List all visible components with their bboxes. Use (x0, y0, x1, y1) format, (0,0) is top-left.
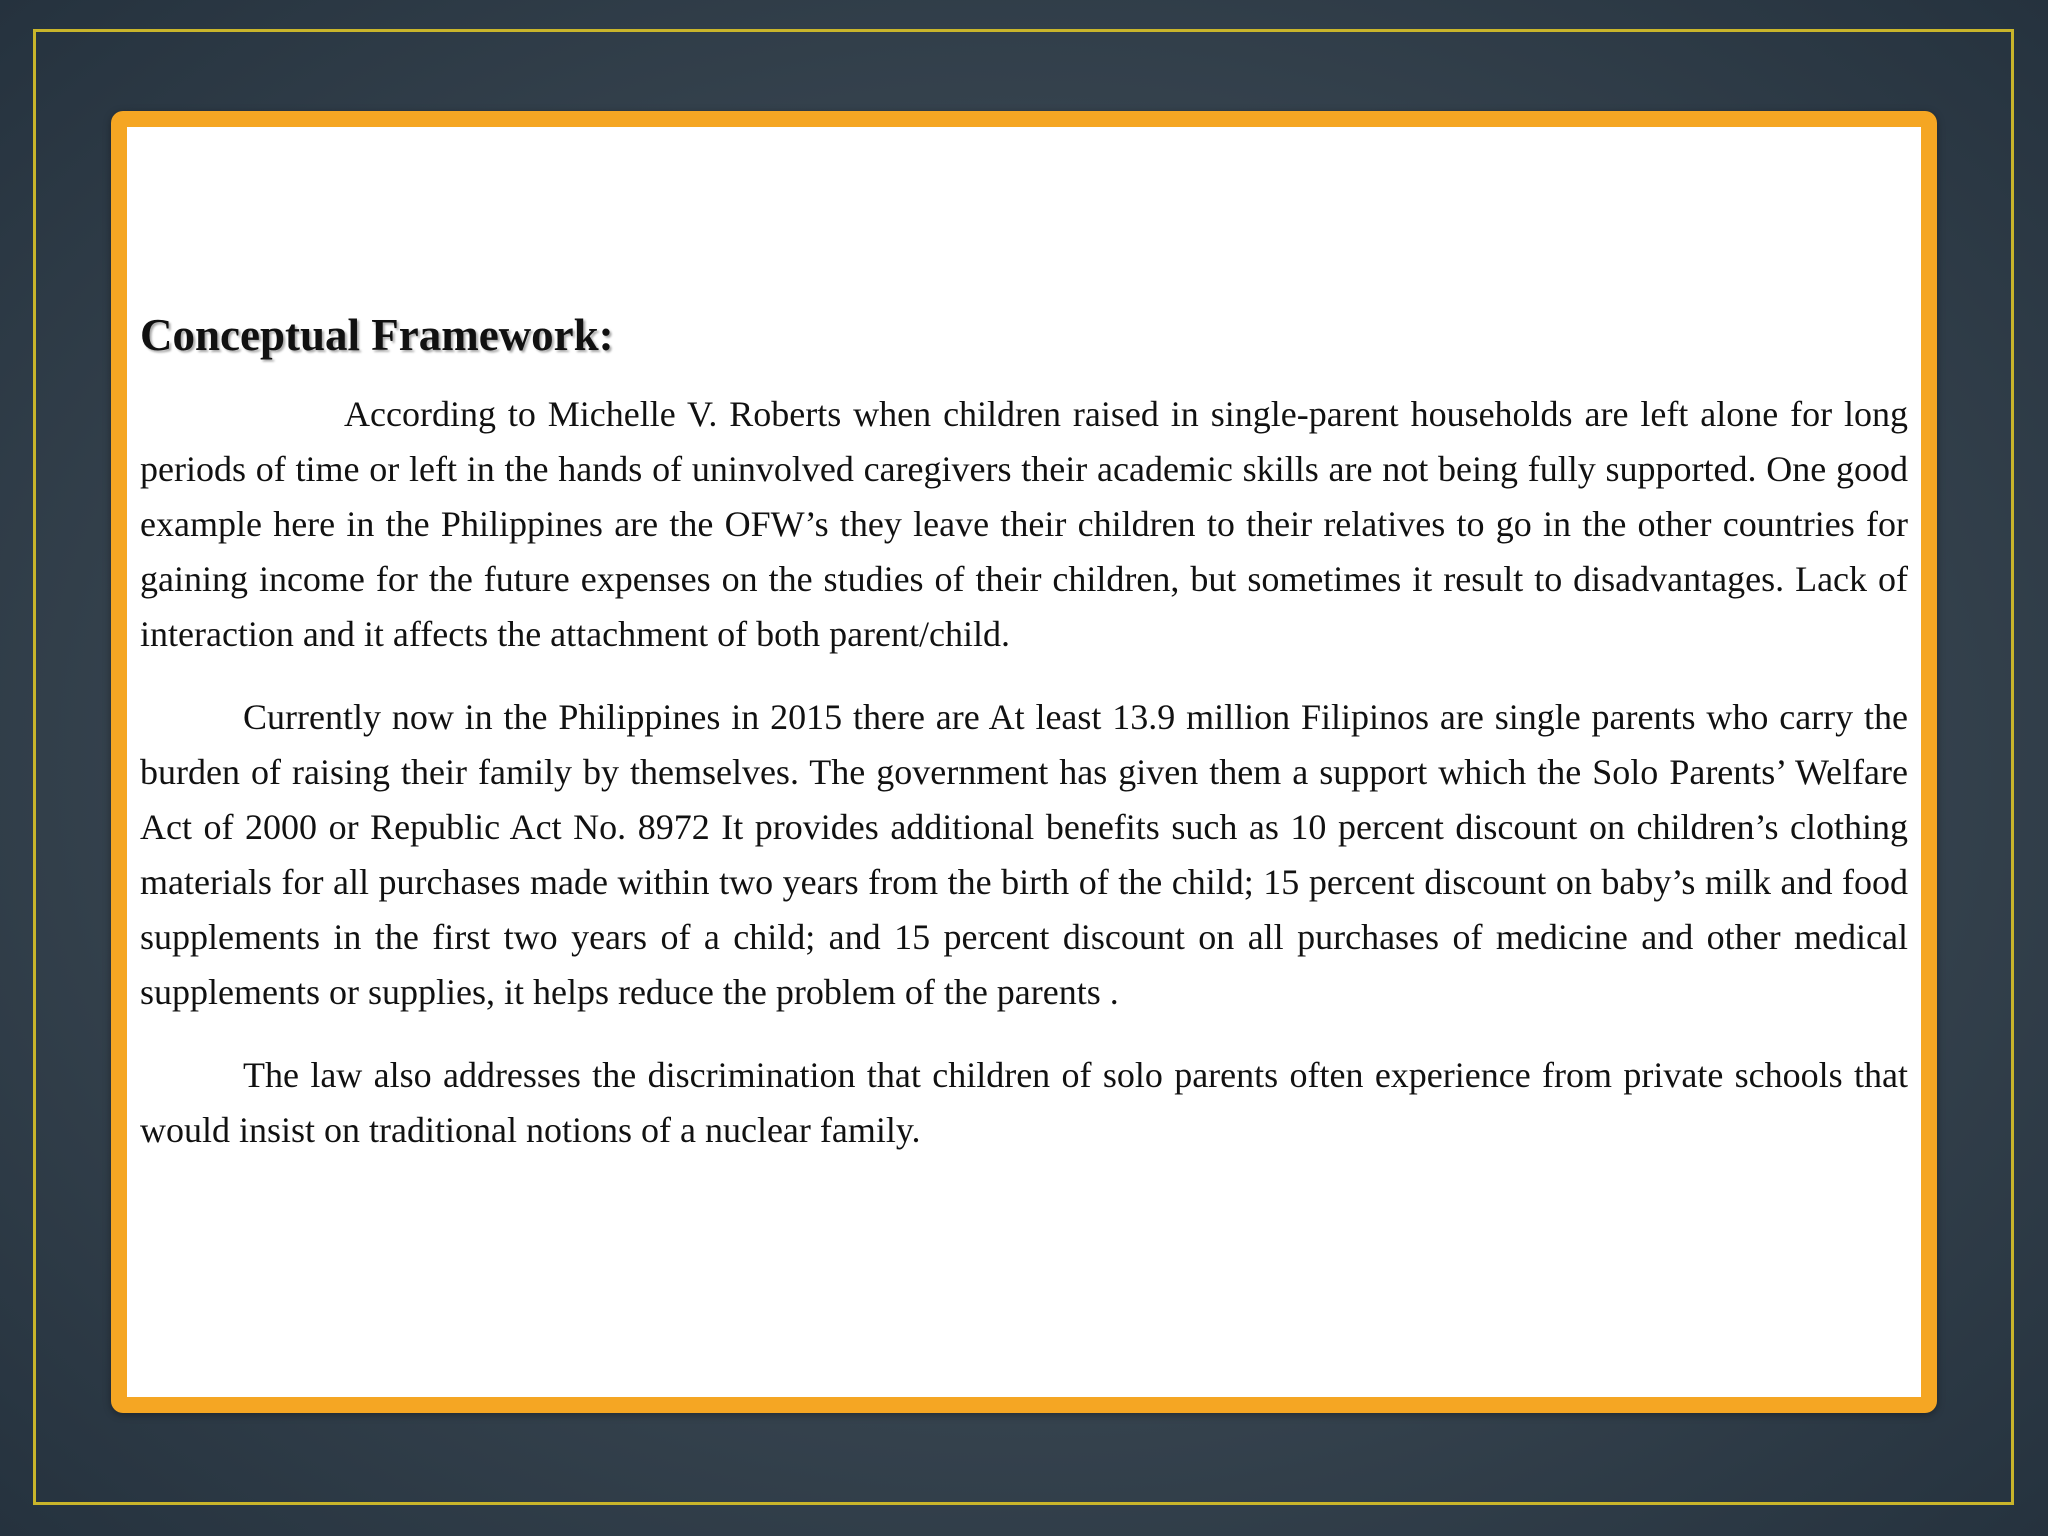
paragraph-1: According to Michelle V. Roberts when children raised in single-parent households are left alone for long periods of time or left in the hands of uninvolved caregivers their academic skills are not being fully supported. One good example here in the Philippines are the OFW’s they leave their children to their relatives to go in the other countries for gaining income for the future expenses on the studies of their children, but sometimes it result to disadvantages. Lack of interaction and it affects the attachment of both parent/child. (140, 394, 1908, 654)
paragraph-2: Currently now in the Philippines in 2015 there are At least 13.9 million Filipinos are single parents who carry the burden of raising their family by themselves. The government has given them a support which the Solo Parents’ Welfare Act of 2000 or Republic Act No. 8972 It provides additional benefits such as 10 percent discount on children’s clothing materials for all purchases made within two years from the birth of the child; 15 percent discount on baby’s milk and food supplements in the first two years of a child; and 15 percent discount on all purchases of medicine and other medical supplements or supplies, it helps reduce the problem of the parents . (140, 697, 1908, 1012)
slide-body (140, 305, 1908, 1186)
paragraph-3: The law also addresses the discrimination that children of solo parents often experience from private schools that would insist on traditional notions of a nuclear family. (140, 1055, 1908, 1150)
slide-heading: Conceptual Framework: (140, 310, 614, 360)
